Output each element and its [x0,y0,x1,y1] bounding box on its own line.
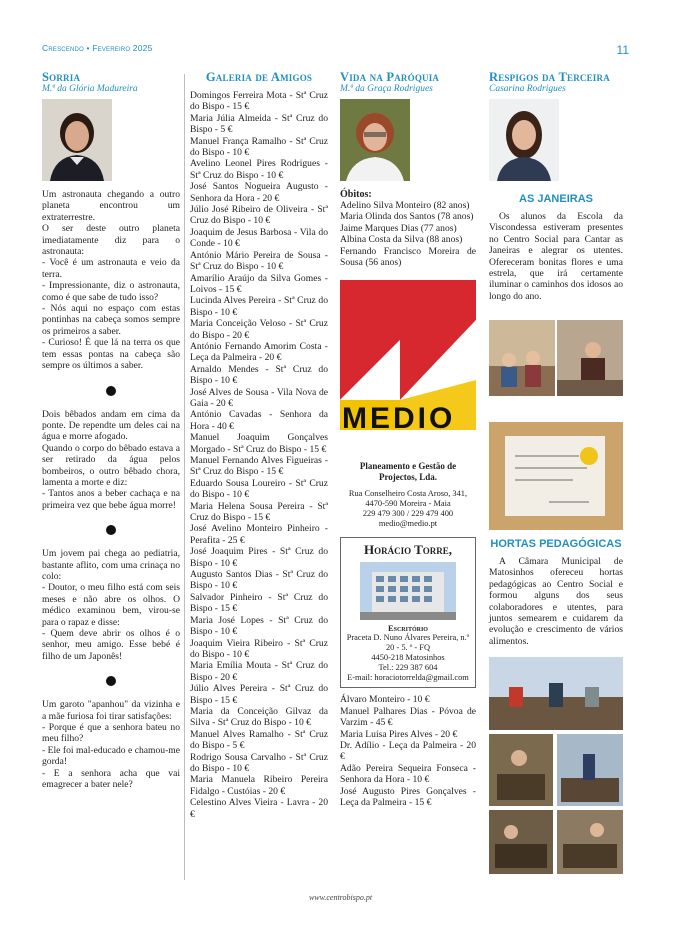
horacio-address: Praceta D. Nuno Álvares Pereira, n.º 20 - 5. º - FQ [346,633,470,653]
donor-list [190,90,328,820]
medio-tagline: Planeamento e Gestão de Projectos, Lda. [359,461,457,483]
donor-entry: Avelino Leonel Pires Rodrigues - Stª Cruz do Bispo - 10 € [190,158,328,181]
donor-entry: Manuel Fernando Alves Figueiras - Stª Cruz do Bispo - 15 € [190,455,328,478]
donor-entry: José Joaquim Pires - Stª Cruz do Bispo - 10 € [190,546,328,569]
joke-4: Um garoto "apanhou" da vizinha e a mãe furiosa foi tirar satisfações: - Porque é que a senhora bateu no meu filho? - Ele foi mal-educado e chamou-me gorda! - E a senhora acha que vai emagrecer a bater nele? [42,699,180,791]
donor-entry: Lucinda Alves Pereira - Stª Cruz do Bispo - 10 € [190,295,328,318]
medio-ad [340,280,476,529]
office-label: Escritório [388,624,428,634]
donor-entry: Manuel França Ramalho - Stª Cruz do Bispo - 10 € [190,135,328,159]
donor-entry: Salvador Pinheiro - Stª Cruz do Bispo - 15 € [190,591,328,615]
donor-entry: Amarílio Araújo da Silva Gomes - Loivos - 15 € [190,272,328,295]
donor-list-continued: Álvaro Monteiro - 10 € Manuel Palhares Dias - Póvoa de Varzim - 45 € Maria Luísa Pires Alves - 20 € Dr. Adílio - Leça da Palmeira - 20 € Adão Pereira Sequeira Fonseca - Senhora da Hora - 10 € José Augusto Pires Gonçalves - Leça da Palmeira - 15 € [340,694,476,809]
hortas-title: HORTAS PEDAGÓGICAS [490,538,622,550]
janeiras-photo-1 [489,320,555,396]
horacio-email: E-mail: horaciotorrelda@gmail.com [347,673,469,683]
author-portrait [489,99,559,181]
donor-entry: Augusto Santos Dias - Stª Cruz do Bispo - 10 € [190,569,328,592]
respigos-section [489,70,623,302]
bullet-separator [106,525,116,535]
donor-entry: Manuel Alves Ramalho - Stª Cruz do Bispo - 5 € [190,728,328,752]
joke-2: Dois bêbados andam em cima da ponte. De rependte um deles cai na água e morre afogado. Quando o corpo do bêbado estava a ser retirado da água pelos bombeiros, o outro bêbado chora, lamenta a morte e diz: - Tantos anos a beber cachaça e na primeira vez que bebe água morre! [42,408,180,511]
donor-entry: José Alves de Sousa - Vila Nova de Gaia - 20 € [190,386,328,409]
section-author: M.ª da Glória Madureira [42,84,138,94]
donor-entry: António Fernando Amorim Costa - Leça da Palmeira - 20 € [190,340,328,364]
footer-url: www.centrobispo.pt [308,893,373,902]
donor-entry: Maria Conceição Veloso - Stª Cruz do Bispo - 20 € [190,318,328,341]
donor-entry: Maria da Conceição Gilvaz da Silva - Stª Cruz do Bispo - 10 € [190,705,328,729]
donor-entry: Celestino Alves Vieira - Lavra - 20 € [190,797,328,820]
obitos-list: Adelino Silva Monteiro (82 anos) Maria Olinda dos Santos (78 anos) Jaime Marques Dias (77 anos) Albina Costa da Silva (88 anos) Fernando Francisco Moreira de Sousa (56 anos) [340,200,476,269]
donor-entry: Joaquim de Jesus Barbosa - Vila do Conde - 10 € [190,226,328,250]
hortas-photo-2 [489,734,553,806]
medio-brand: MEDIO [342,402,456,436]
janeiras-text: Os alunos da Escola da Viscondessa estiveram presentes no Centro Social para Cantar as Janeiras e alegrar os utentes. Ofereceram bonitas flores e uma estrela, que irá certamente iluminar o caminhos dos idosos ao longo do ano. [489,211,623,302]
column-divider [184,74,185,880]
author-portrait [42,99,112,181]
sorria-section [42,70,180,790]
section-title: Vida na Paróquia [340,70,440,84]
donor-entry: Maria Helena Sousa Pereira - Stª Cruz do Bispo - 15 € [190,500,328,524]
vida-section [340,70,476,809]
bullet-separator [106,676,116,686]
horacio-city: 4450-218 Matosinhos [371,653,445,663]
section-title: Respigos da Terceira [489,70,610,84]
hortas-text: A Câmara Municipal de Matosinhos ofereceu hortas pedagógicas ao Centro Social e formou alguns dos seus colaboradores e utentes, para juntos semearem e cuidarem da evolução e crescimento de vários alimentos. [489,556,623,647]
hortas-photo-5 [557,810,623,874]
section-author: Casarina Rodrigues [489,84,566,94]
donor-entry: Joaquim Vieira Ribeiro - Stª Cruz do Bispo - 10 € [190,637,328,660]
donor-entry: Maria Emília Mouta - Stª Cruz do Bispo - 20 € [190,660,328,683]
section-title: Sorria [42,70,81,84]
page-number: 11 [616,43,629,57]
medio-email: medio@medio.pt [378,519,438,529]
donor-entry: Maria Manuela Ribeiro Pereira Fidalgo - Custóias - 20 € [190,774,328,797]
author-portrait [340,99,410,181]
section-title: Galeria de Amigos [205,70,313,84]
donor-entry: Júlio Alves Pereira - Stª Cruz do Bispo - 15 € [190,683,328,706]
joke-3: Um jovem pai chega ao pediatria, bastante aflito, com uma crinaça no colo: - Doutor, o meu filho está com seis meses e não abre os olhos. O médico examinou bem, virou-se para o rapaz e disse: - Quem deve abrir os olhos é o senhor, meu amigo. Esse bebé é filho de um Japonês! [42,548,180,662]
hortas-section [489,536,623,647]
medio-phones: 229 479 300 / 229 479 400 [362,509,454,519]
obitos-label: Óbitos: [340,189,372,200]
donor-entry: Manuel Joaquim Gonçalves Morgado - Stª Cruz do Bispo - 15 € [190,432,328,455]
janeiras-title: AS JANEIRAS [519,193,593,205]
bullet-separator [106,386,116,396]
medio-logo [340,280,476,460]
donor-entry: António Cavadas - Senhora da Hora - 40 € [190,409,328,432]
donor-entry: Maria Júlia Almeida - Stª Cruz do Bispo - 5 € [190,112,328,136]
section-author: M.ª da Graça Rodrigues [340,84,433,94]
joke-1: Um astronauta chegando a outro planeta encontrou um extraterrestre. O ser deste outro planeta imediatamente diz para o astronauta: - Você é um astronauta e veio da terra. - Impressionante, diz o astronauta, como é que sabe de tudo isso? - Nós aqui no espaço com estas pontinhas na cabeça somos sempre os primeiros a saber. - Curioso! É que lá na terra os que tem essas pontas na cabeça são sempre os últimos a saber. [42,189,180,372]
janeiras-photo-2 [557,320,623,396]
hortas-photo-3 [557,734,623,806]
donor-entry: José Santos Nogueira Augusto - Senhora da Hora - 20 € [190,181,328,204]
hortas-photo-4 [489,810,553,874]
hortas-photo-1 [489,657,623,730]
horacio-tel: Tel.: 229 387 604 [378,663,438,673]
donor-entry: Maria José Lopes - Stª Cruz do Bispo - 10 € [190,614,328,638]
horacio-ad [340,537,476,688]
janeiras-card-photo [489,422,623,530]
medio-address: Rua Conselheiro Costa Aroso, 341, 4470-590 Moreira - Maia [348,489,468,509]
donor-entry: Arnaldo Mendes - Stª Cruz do Bispo - 10 € [190,363,328,387]
galeria-section [190,70,328,820]
issue-label: Crescendo • Fevereiro 2025 [42,43,153,53]
horacio-name: Horácio Torre, [363,542,453,558]
donor-entry: Júlio José Ribeiro de Oliveira - Stª Cruz do Bispo - 10 € [190,204,328,227]
donor-entry: Eduardo Sousa Loureiro - Stª Cruz do Bispo - 10 € [190,477,328,501]
donor-entry: António Mário Pereira de Sousa - Stª Cruz do Bispo - 10 € [190,249,328,273]
donor-entry: Domingos Ferreira Mota - Stª Cruz do Bispo - 15 € [190,90,328,113]
donor-entry: José Avelino Monteiro Pinheiro - Perafita - 25 € [190,523,328,546]
donor-entry: Rodrigo Sousa Carvalho - Stª Cruz do Bispo - 10 € [190,751,328,774]
building-image [360,562,456,620]
